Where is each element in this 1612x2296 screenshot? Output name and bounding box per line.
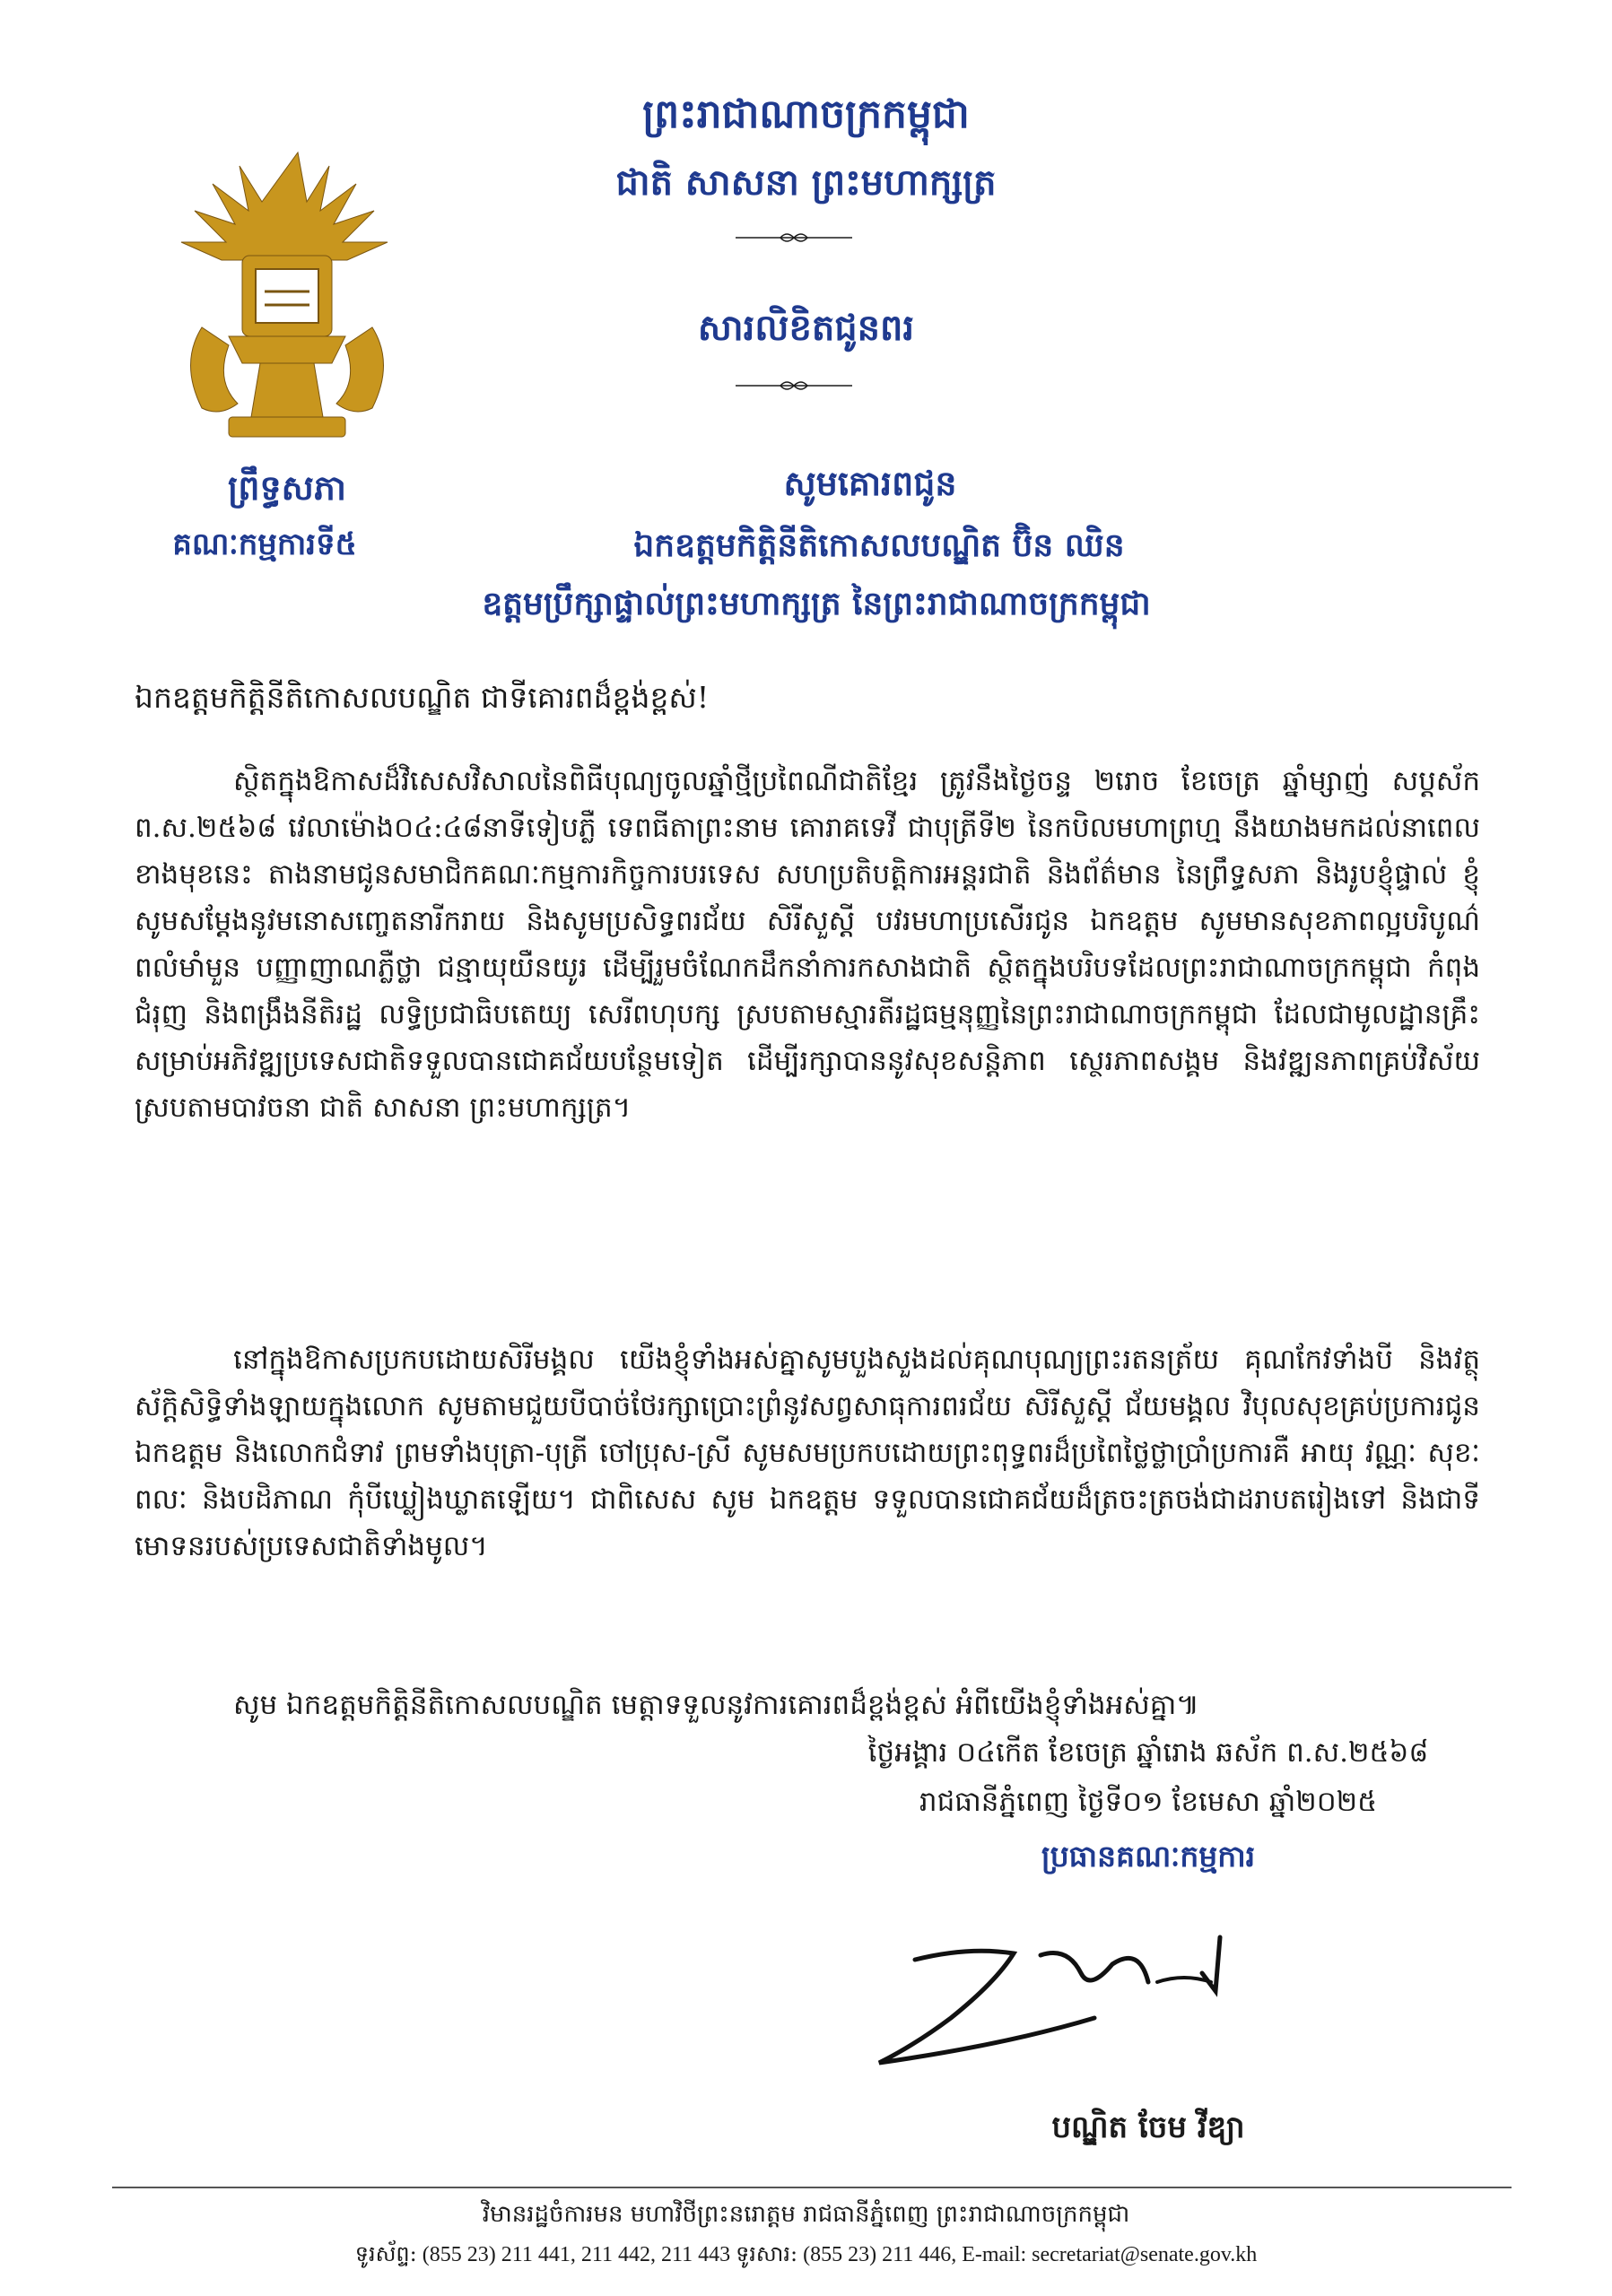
- handwritten-signature: [861, 1919, 1310, 2090]
- ornament-divider: [736, 377, 852, 395]
- respectful-greeting: សូមគោរពជូន: [783, 463, 957, 503]
- ornament-divider: [736, 229, 852, 247]
- national-motto: ជាតិ សាសនា ព្រះមហាក្សត្រ: [615, 161, 997, 204]
- phone-numbers: (855 23) 211 441, 211 442, 211 443: [422, 2243, 731, 2266]
- senate-emblem-icon: [175, 148, 399, 444]
- body-paragraph-1: ស្ថិតក្នុងឱកាសដ៏វិសេសវិសាលនៃពិធីបុណ្យចូលឆ្នាំថ្មីប្រពៃណីជាតិខ្មែរ ត្រូវនឹងថ្ងៃចន្ទ ២រោច ខែចេត្រ ឆ្នាំម្សាញ់ សប្តស័ក ព.ស.២៥៦៨ វេលាម៉ោង០៤:៤៨នាទីទៀបភ្លឺ ទេពធីតាព្រះនាម គោរាគទេវី ជាបុត្រីទី២ នៃកបិលមហាព្រហ្ម នឹងយាងមកដល់នាពេលខាងមុខនេះ តាងនាមជូនសមាជិកគណៈកម្មការកិច្ចការបរទេស សហប្រតិបត្តិការអន្តរជាតិ និងព័ត៌មាន នៃព្រឹទ្ធសភា និងរូបខ្ញុំផ្ទាល់ ខ្ញុំសូមសម្តែងនូវមនោសញ្ចេតនារីករាយ និងសូមប្រសិទ្ធពរជ័យ សិរីសួស្តី បវរមហាប្រសើរជូន ឯកឧត្តម សូមមានសុខភាពល្អបរិបូណ៌ ពលំមាំមួន បញ្ញាញាណភ្លឺថ្លា ជន្មាយុយឺនយូរ ដើម្បីរួមចំណែកដឹកនាំការកសាងជាតិ ស្ថិតក្នុងបរិបទដែលព្រះរាជាណាចក្រកម្ពុជា កំពុងជំរុញ និងពង្រឹងនីតិរដ្ឋ លទ្ធិប្រជាធិបតេយ្យ សេរីពហុបក្ស ស្របតាមស្មារតីរដ្ឋធម្មនុញ្ញនៃព្រះរាជាណាចក្រកម្ពុជា ដែលជាមូលដ្ឋានគ្រឹះសម្រាប់អភិវឌ្ឍប្រទេសជាតិទទួលបានជោគជ័យបន្ថែមទៀត ដើម្បីរក្សាបាននូវសុខសន្តិភាព ស្ថេរភាពសង្គម និងវឌ្ឍនភាពគ្រប់វិស័យ ស្របតាមបាវចនា ជាតិ សាសនា ព្រះមហាក្សត្រ។: [135, 765, 1480, 1124]
- signer-name: បណ្ឌិត ចែម វីឌ្យា: [1051, 2109, 1245, 2145]
- solar-date: រាជធានីភ្នំពេញ ថ្ងៃទី០១ ខែមេសា ឆ្នាំ២០២៥: [919, 1786, 1378, 1818]
- recipient-name: ឯកឧត្តមកិត្តិនីតិកោសលបណ្ឌិត ប៊ិន ឈិន: [633, 526, 1125, 564]
- kingdom-heading: ព្រះរាជាណាចក្រកម្ពុជា: [642, 91, 970, 137]
- fax-label: ទូរសារ:: [736, 2241, 798, 2266]
- body-paragraph-3: សូម ឯកឧត្តមកិត្តិនីតិកោសលបណ្ឌិត មេត្តាទទួលនូវការគោរពដ៏ខ្ពង់ខ្ពស់ អំពីយើងខ្ញុំទាំងអស់គ្នា៕: [233, 1689, 1200, 1721]
- phone-label: ទូរស័ព្ទ:: [354, 2241, 417, 2266]
- sender-committee: គណៈកម្មការទី៥: [172, 526, 357, 562]
- chair-title: ប្រធានគណៈកម្មការ: [1041, 1839, 1256, 1874]
- letter-title: សារលិខិតជូនពរ: [697, 307, 915, 349]
- lunar-date: ថ្ងៃអង្គារ ០៤កើត ខែចេត្រ ឆ្នាំរោង ឆស័ក ព.ស.២៥៦៨: [867, 1736, 1429, 1769]
- fax-and-email: (855 23) 211 446, E-mail: secretariat@senate.gov.kh: [803, 2243, 1258, 2266]
- salutation: ឯកឧត្តមកិត្តិនីតិកោសលបណ្ឌិត ជាទីគោរពដ៏ខ្ពង់ខ្ពស់!: [135, 680, 710, 715]
- body-paragraph-2: នៅក្នុងឱកាសប្រកបដោយសិរីមង្គល យើងខ្ញុំទាំងអស់គ្នាសូមបួងសួងដល់គុណបុណ្យព្រះរតនត្រ័យ គុណកែវទាំងបី និងវត្ថុស័ក្តិសិទ្ធិទាំងឡាយក្នុងលោក សូមតាមជួយបីបាច់ថែរក្សាប្រោះព្រំនូវសព្វសាធុការពរជ័យ សិរីសួស្តី ជ័យមង្គល វិបុលសុខគ្រប់ប្រការជូន ឯកឧត្តម និងលោកជំទាវ ព្រមទាំងបុត្រា-បុត្រី ចៅប្រុស-ស្រី សូមសមប្រកបដោយព្រះពុទ្ធពរដ៏ប្រពៃថ្លៃថ្លាប្រាំប្រការគឺ អាយុ វណ្ណៈ សុខៈ ពលៈ និងបដិភាណ កុំបីឃ្លៀងឃ្លាតឡើយ។ ជាពិសេស សូម ឯកឧត្តម ទទួលបានជោគជ័យដ៏ត្រចះត្រចង់ជាដរាបតរៀងទៅ និងជាទីមោទនរបស់ប្រទេសជាតិទាំងមូល។: [135, 1344, 1480, 1562]
- footer-contact: [0, 2240, 1612, 2272]
- footer-divider: [112, 2187, 1512, 2188]
- sender-institution: ព្រឹទ្ធសភា: [228, 467, 346, 508]
- footer-address: វិមានរដ្ឋចំការមន មហាវិថីព្រះនរោត្តម រាជធានីភ្នំពេញ ព្រះរាជាណាចក្រកម្ពុជា: [482, 2201, 1130, 2228]
- recipient-position: ឧត្តមប្រឹក្សាផ្ទាល់ព្រះមហាក្សត្រ នៃព្រះរាជាណាចក្រកម្ពុជា: [482, 585, 1151, 622]
